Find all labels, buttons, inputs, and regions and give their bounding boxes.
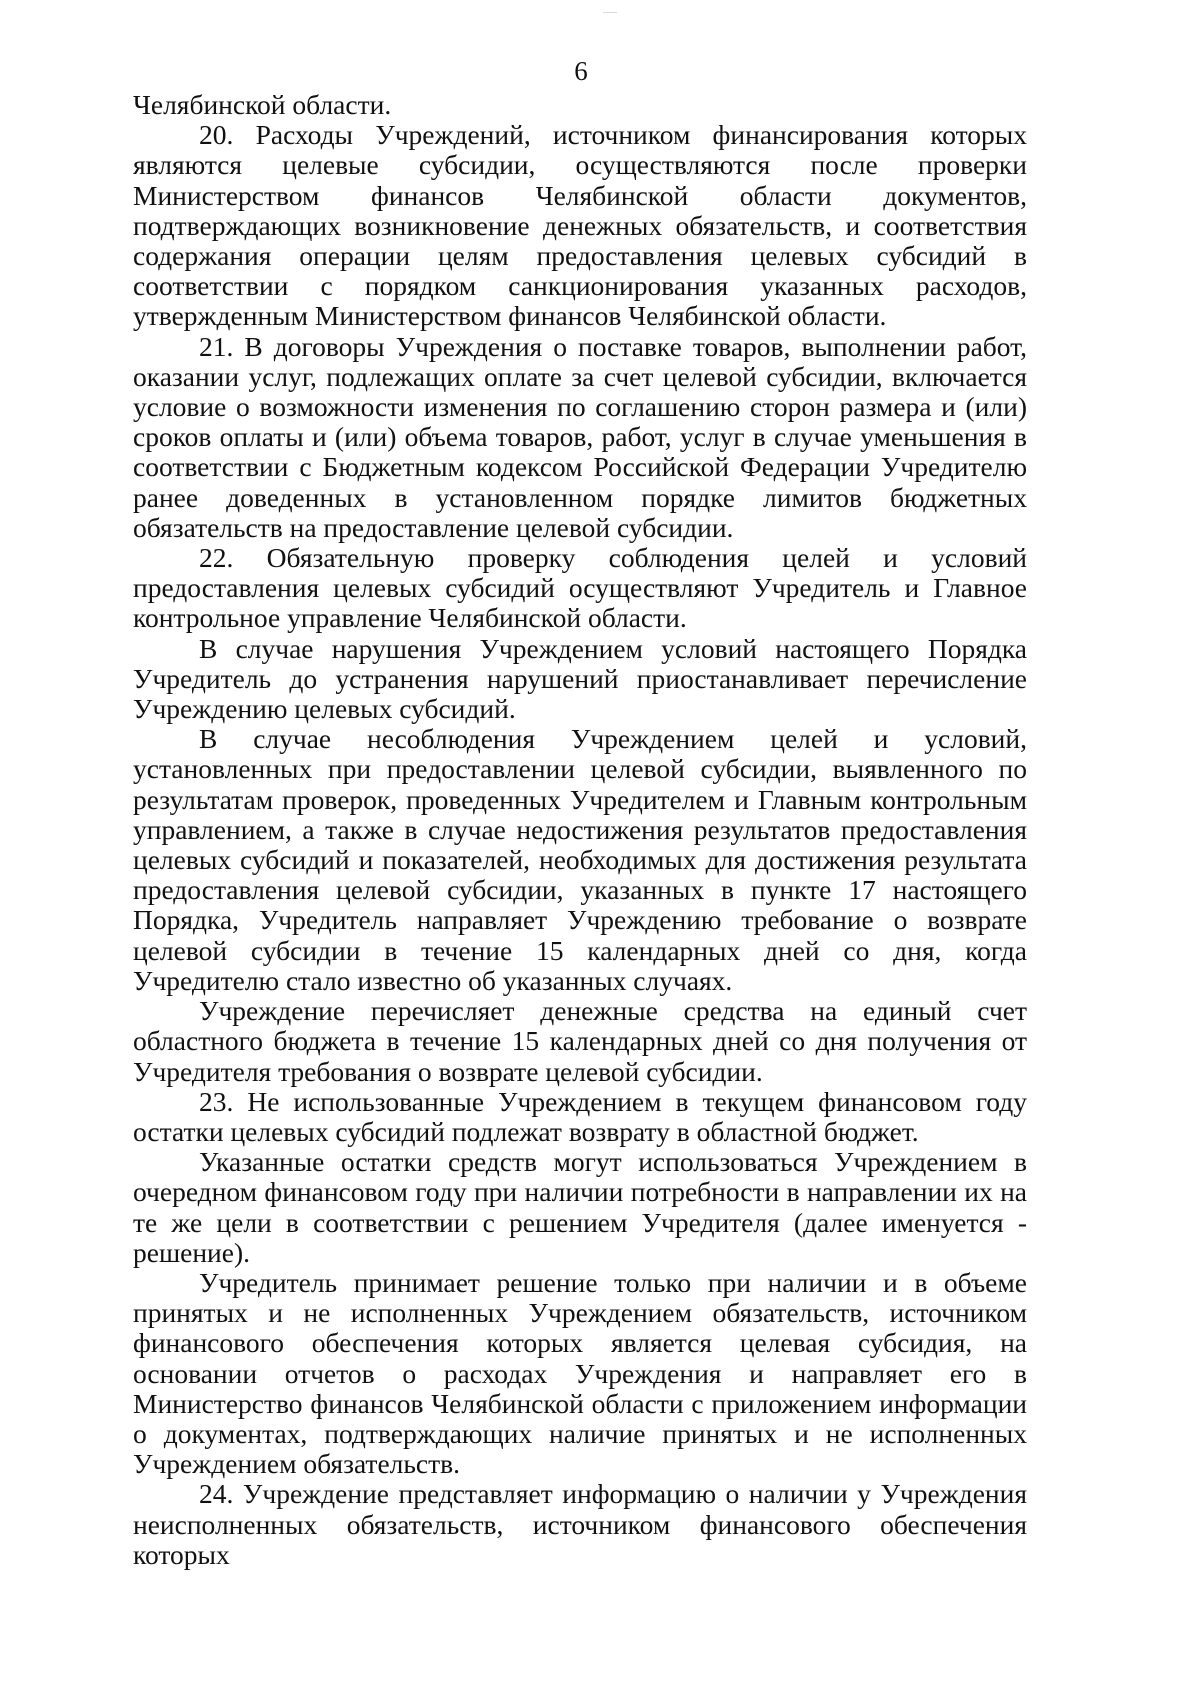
paragraph-item-24: 24. Учреждение представляет информацию о наличии у Учреждения неисполненных обязательств, источником финансового обеспечения которых xyxy=(133,1478,1027,1570)
paragraph-remaining-funds: Указанные остатки средств могут использоваться Учреждением в очередном финансовом году при наличии потребности в направлении их на те же цели в соответствии с решением Учредителя (далее именуется - решение). xyxy=(133,1146,1027,1268)
paragraph-item-22: 22. Обязательную проверку соблюдения целей и условий предоставления целевых субсидий осуществляют Учредитель и Главное контрольное управление Челябинской области. xyxy=(133,542,1027,634)
paragraph-refund: Учреждение перечисляет денежные средства на единый счет областного бюджета в течение 15 календарных дней со дня получения от Учредителя требования о возврате целевой субсидии. xyxy=(133,995,1027,1087)
paragraph-founder-decision: Учредитель принимает решение только при наличии и в объеме принятых и не исполненных Учреждением обязательств, источником финансового обеспечения которых является целевая субсидия, на основании отчетов о расходах Учреждения и направляет его в Министерство финансов Челябинской области с приложением информации о документах, подтверждающих наличие принятых и не исполненных Учреждением обязательств. xyxy=(133,1266,1027,1480)
paragraph-non-compliance: В случае несоблюдения Учреждением целей и условий, установленных при предоставлении целевой субсидии, выявленного по результатам проверок, проведенных Учредителем и Главным контрольным управлением, а также в случае недостижения результатов предоставления целевых субсидий и показателей, необходимых для достижения результата предоставления целевой субсидии, указанных в пункте 17 настоящего Порядка, Учредитель направляет Учреждению требование о возврате целевой субсидии в течение 15 календарных дней со дня, когда Учредителю стало известно об указанных случаях. xyxy=(133,723,1027,996)
paragraph-item-20: 20. Расходы Учреждений, источником финансирования которых являются целевые субсидии, осуществляются после проверки Министерством финансов Челябинской области документов, подтверждающих возникновение денежных обязательств, и соответствия содержания операции целям предоставления целевых субсидий в соответствии с порядком санкционирования указанных расходов, утвержденным Министерством финансов Челябинской области. xyxy=(133,119,1027,332)
paragraph-continuation: Челябинской области. xyxy=(133,89,392,120)
scan-artifact xyxy=(603,12,617,13)
body-text xyxy=(133,90,1027,1570)
paragraph-item-23: 23. Не использованные Учреждением в текущем финансовом году остатки целевых субсидий подлежат возврату в областной бюджет. xyxy=(133,1085,1027,1147)
paragraph-violation: В случае нарушения Учреждением условий настоящего Порядка Учредитель до устранения нарушений приостанавливает перечисление Учреждению целевых субсидий. xyxy=(133,632,1027,725)
page-number: 6 xyxy=(574,56,588,86)
paragraph-item-21: 21. В договоры Учреждения о поставке товаров, выполнении работ, оказании услуг, подлежащих оплате за счет целевой субсидии, включается условие о возможности изменения по соглашению сторон размера и (или) сроков оплаты и (или) объема товаров, работ, услуг в случае уменьшения в соответствии с Бюджетным кодексом Российской Федерации Учредителю ранее доведенных в установленном порядке лимитов бюджетных обязательств на предоставление целевой субсидии. xyxy=(133,330,1027,543)
